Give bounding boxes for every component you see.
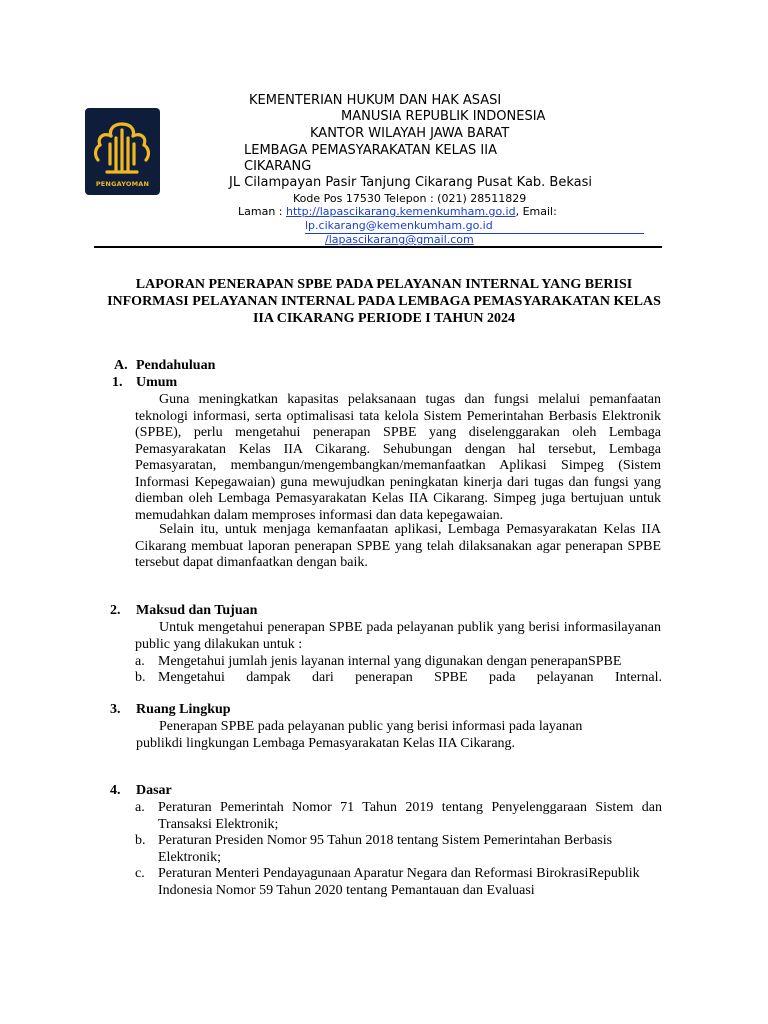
letterhead-divider	[94, 246, 662, 248]
section-1-paragraph-1: Guna meningkatkan kapasitas pelaksanaan tugas dan fungsi melalui pemanfaatan teknologi informasi, serta optimalisasi tata kelola Sistem Pemerintahan Berbasis Elektronik (SPBE), perlu mengetahui penerapan SPBE yang diselenggarakan oleh Lembaga Pemasyarakatan Kelas IIA Cikarang. Sehubungan dengan hal tersebut, Lembaga Pemasyaratan, membangun/mengembangkan/memanfaatkan Aplikasi Simpeg (Sistem Informasi Kepegawaian) guna mewujudkan peningkatan kinerja dari tugas dan fungsi yang diemban oleh Lembaga Pemasyarakatan Kelas IIA Cikarang. Simpeg juga bertujuan untuk memudahkan dalam memproses informasi dan data kepegawaian.	[135, 392, 661, 523]
list-marker: b.	[135, 670, 146, 685]
address: JL Cilampayan Pasir Tanjung Cikarang Pusat Kab. Bekasi	[229, 175, 592, 190]
pengayoman-logo	[85, 108, 160, 195]
list-marker: b.	[135, 833, 146, 848]
report-title: LAPORAN PENERAPAN SPBE PADA PELAYANAN INTERNAL YANG BERISI INFORMASI PELAYANAN INTERNAL PADA LEMBAGA PEMASYARAKATAN KELAS IIA CIKARANG PERIODE I TAHUN 2024	[107, 277, 661, 326]
section-2-item-b	[135, 670, 662, 687]
email-link-2[interactable]: /lapascikarang@gmail.com	[325, 233, 474, 246]
ministry-line-1: KEMENTERIAN HUKUM DAN HAK ASASI	[249, 93, 502, 108]
email-label: , Email:	[515, 205, 557, 218]
section-2-intro: Untuk mengetahui penerapan SPBE pada pelayanan publik yang berisi informasilayanan public yang dilakukan untuk :	[135, 620, 661, 652]
contact-line	[238, 205, 557, 218]
section-a-heading: Pendahuluan	[136, 358, 216, 373]
list-item-text: Mengetahui dampak dari penerapan SPBE pada pelayanan Internal.	[158, 670, 662, 685]
institution-city: CIKARANG	[244, 159, 312, 174]
section-4-item-b	[135, 833, 662, 866]
list-marker: a.	[135, 800, 145, 815]
section-2-marker: 2.	[110, 603, 121, 618]
list-item-text: Peraturan Presiden Nomor 95 Tahun 2018 tentang Sistem Pemerintahan Berbasis Elektronik;	[158, 833, 613, 865]
list-item-text: Mengetahui jumlah jenis layanan internal yang digunakan dengan penerapanSPBE	[158, 654, 622, 669]
postal-phone: Kode Pos 17530 Telepon : (021) 28511829	[293, 192, 527, 205]
website-link[interactable]: http://lapascikarang.kemenkumham.go.id	[286, 205, 516, 218]
section-3-line-2: publikdi lingkungan Lembaga Pemasyarakatan Kelas IIA Cikarang.	[136, 736, 516, 751]
regional-office: KANTOR WILAYAH JAWA BARAT	[310, 126, 510, 141]
section-3-marker: 3.	[110, 702, 121, 717]
section-3-line-1: Penerapan SPBE pada pelayanan public yang berisi informasi pada layanan	[159, 719, 583, 734]
section-1-marker: 1.	[112, 375, 123, 390]
section-2-heading: Maksud dan Tujuan	[136, 603, 258, 618]
institution-name: LEMBAGA PEMASYARAKATAN KELAS IIA	[244, 143, 497, 158]
section-4-item-c	[135, 866, 662, 899]
section-1-paragraph-2: Selain itu, untuk menjaga kemanfaatan aplikasi, Lembaga Pemasyarakatan Kelas IIA Cikarang membuat laporan penerapan SPBE yang telah dilaksanakan agar penerapan SPBE tersebut dapat dimanfaatkan dengan baik.	[135, 522, 661, 570]
section-4-heading: Dasar	[136, 783, 172, 798]
list-marker: a.	[135, 654, 145, 669]
section-1-heading: Umum	[136, 375, 178, 390]
email-link[interactable]: lp.cikarang@kemenkumham.go.id	[305, 219, 493, 232]
section-a-marker: A.	[114, 358, 128, 373]
ministry-line-2: MANUSIA REPUBLIK INDONESIA	[341, 109, 546, 124]
list-item-text: Peraturan Pemerintah Nomor 71 Tahun 2019 tentang Penyelenggaraan Sistem dan Transaksi Elektronik;	[158, 800, 662, 832]
section-2-item-a	[135, 654, 662, 671]
section-3-heading: Ruang Lingkup	[136, 702, 231, 717]
logo-caption: PENGAYOMAN	[95, 180, 150, 188]
list-item-text: Peraturan Menteri Pendayagunaan Aparatur Negara dan Reformasi BirokrasiRepublik Indonesia Nomor 59 Tahun 2020 tentang Pemantauan dan Evaluasi	[158, 866, 640, 898]
section-4-item-a	[135, 800, 662, 833]
list-marker: c.	[135, 866, 145, 881]
laman-label: Laman :	[238, 205, 286, 218]
section-4-marker: 4.	[110, 783, 121, 798]
